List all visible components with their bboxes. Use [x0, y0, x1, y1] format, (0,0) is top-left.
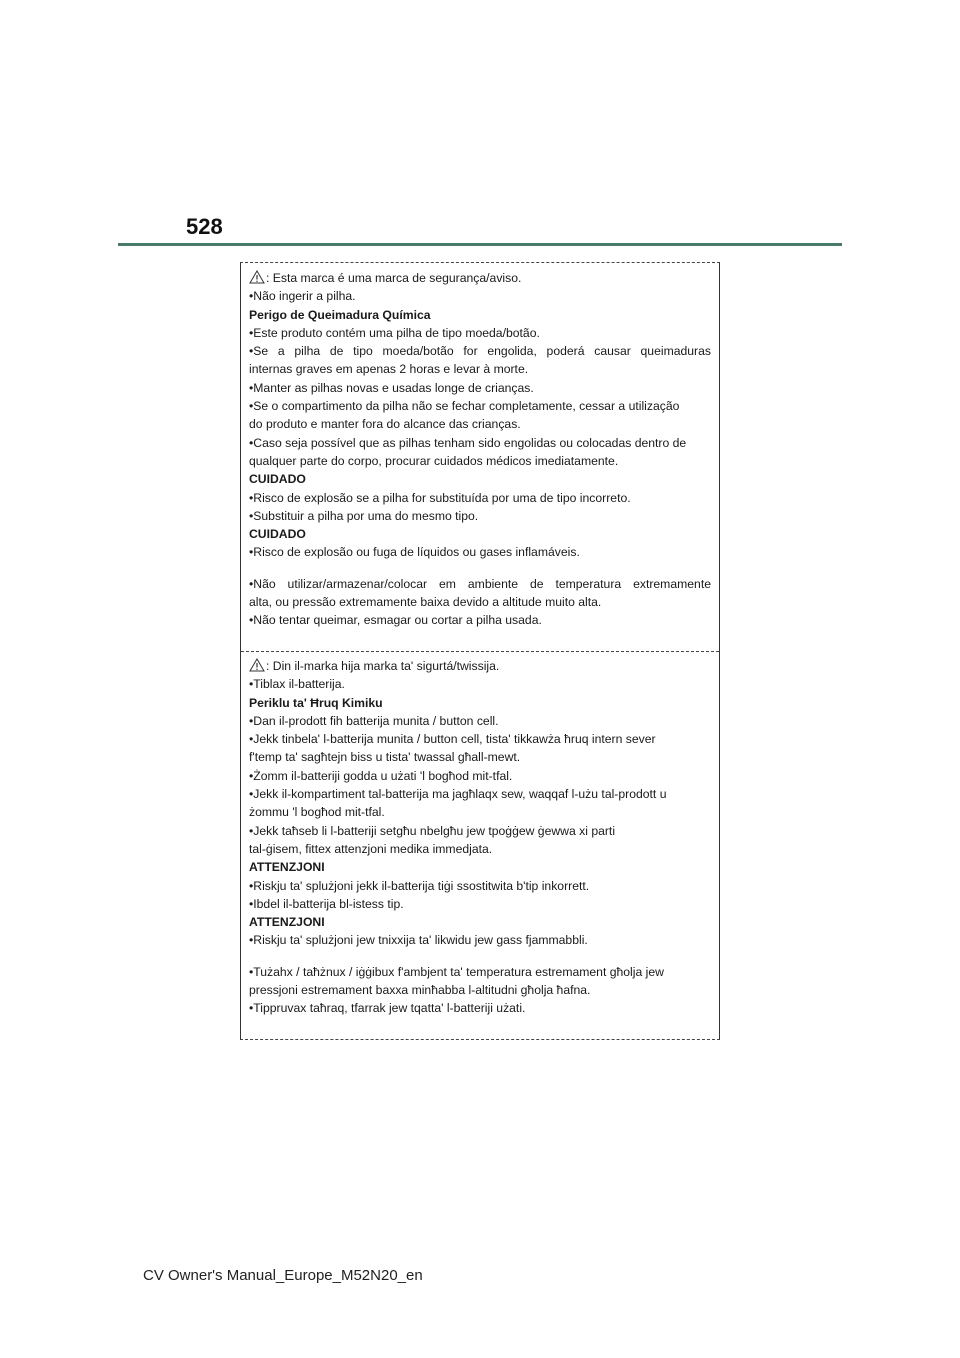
warning-line	[249, 657, 711, 675]
text-line: •Tiblax il-batterija.	[249, 677, 345, 692]
text-line: •Se a pilha de tipo moeda/botão for engolida, poderá causar queimaduras	[249, 344, 711, 359]
text-line: •Riskju ta' splużjoni jekk il-batterija tiġi ssostitwita b'tip inkorrett.	[249, 878, 590, 893]
text-line: tal-ġisem, fittex attenzjoni medika immedjata.	[249, 841, 493, 856]
text-line: alta, ou pressão extremamente baixa devido a altitude muito alta.	[249, 595, 602, 610]
text-line: •Não ingerir a pilha.	[249, 289, 356, 304]
text-line: •Se o compartimento da pilha não se fechar completamente, cessar a utilização	[249, 399, 680, 414]
text-line: •Tippruvax taħraq, tfarrak jew tqatta' l-batteriji użati.	[249, 1001, 526, 1016]
text-line: •Risco de explosão se a pilha for substituída por uma de tipo incorreto.	[249, 490, 631, 505]
portuguese-section	[249, 269, 711, 630]
page-number: 528	[186, 214, 223, 239]
text-line: •Riskju ta' splużjoni jew tnixxija ta' likwidu jew gass fjammabbli.	[249, 933, 588, 948]
text-line: pressjoni estremament baxxa minħabba l-altitudni għolja ħafna.	[249, 983, 591, 998]
warning-text: : Din il-marka hija marka ta' sigurtá/twissija.	[266, 659, 500, 673]
text-line: qualquer parte do corpo, procurar cuidados médicos imediatamente.	[249, 453, 619, 468]
text-line: •Jekk il-kompartiment tal-batterija ma jagħlaqx sew, waqqaf l-użu tal-prodott u	[249, 787, 667, 802]
text-line: internas graves em apenas 2 horas e levar à morte.	[249, 362, 529, 377]
text-line: •Dan il-prodott fih batterija munita / button cell.	[249, 713, 499, 728]
text-line: •Jekk taħseb li l-batteriji setgħu nbelgħu jew tpoġġew ġewwa xi parti	[249, 823, 616, 838]
section-heading: Periklu ta' Ħruq Kimiku	[249, 695, 383, 710]
text-line: •Tużahx / taħżnux / iġġibux f'ambjent ta' temperatura estremament għolja jew	[249, 964, 664, 979]
text-line: •Jekk tinbela' l-batterija munita / button cell, tista' tikkawża ħruq intern sever	[249, 732, 656, 747]
caution-heading: CUIDADO	[249, 472, 306, 487]
footer-manual-id: CV Owner's Manual_Europe_M52N20_en	[143, 1267, 423, 1284]
section-heading: Perigo de Queimadura Química	[249, 307, 431, 322]
warning-triangle-icon	[249, 270, 265, 284]
text-line: •Caso seja possível que as pilhas tenham sido engolidas ou colocadas dentro de	[249, 435, 687, 450]
caution-heading: ATTENZJONI	[249, 915, 325, 930]
caution-heading: ATTENZJONI	[249, 860, 325, 875]
text-line: •Este produto contém uma pilha de tipo moeda/botão.	[249, 325, 540, 340]
text-line: •Não utilizar/armazenar/colocar em ambiente de temperatura extremamente	[249, 576, 711, 591]
section-divider	[241, 651, 719, 652]
text-line: •Substituir a pilha por uma do mesmo tipo.	[249, 508, 479, 523]
header-rule	[118, 243, 842, 246]
text-line: •Não tentar queimar, esmagar ou cortar a pilha usada.	[249, 613, 542, 628]
warning-text: : Esta marca é uma marca de segurança/aviso.	[266, 271, 522, 285]
text-line: •Risco de explosão ou fuga de líquidos ou gases inflamáveis.	[249, 545, 580, 560]
text-line: •Żomm il-batteriji godda u użati 'l bogħod mit-tfal.	[249, 768, 513, 783]
caution-heading: CUIDADO	[249, 527, 306, 542]
text-line: f'temp ta' sagħtejn biss u tista' twassal għall-mewt.	[249, 750, 521, 765]
text-line: •Ibdel il-batterija bl-istess tip.	[249, 896, 404, 911]
text-line: •Manter as pilhas novas e usadas longe de crianças.	[249, 380, 534, 395]
maltese-section	[249, 657, 711, 1018]
text-line: do produto e manter fora do alcance das crianças.	[249, 417, 521, 432]
battery-warning-notice	[240, 262, 720, 1040]
warning-line	[249, 269, 711, 287]
text-line: żommu 'l bogħod mit-tfal.	[249, 805, 385, 820]
warning-triangle-icon	[249, 658, 265, 672]
